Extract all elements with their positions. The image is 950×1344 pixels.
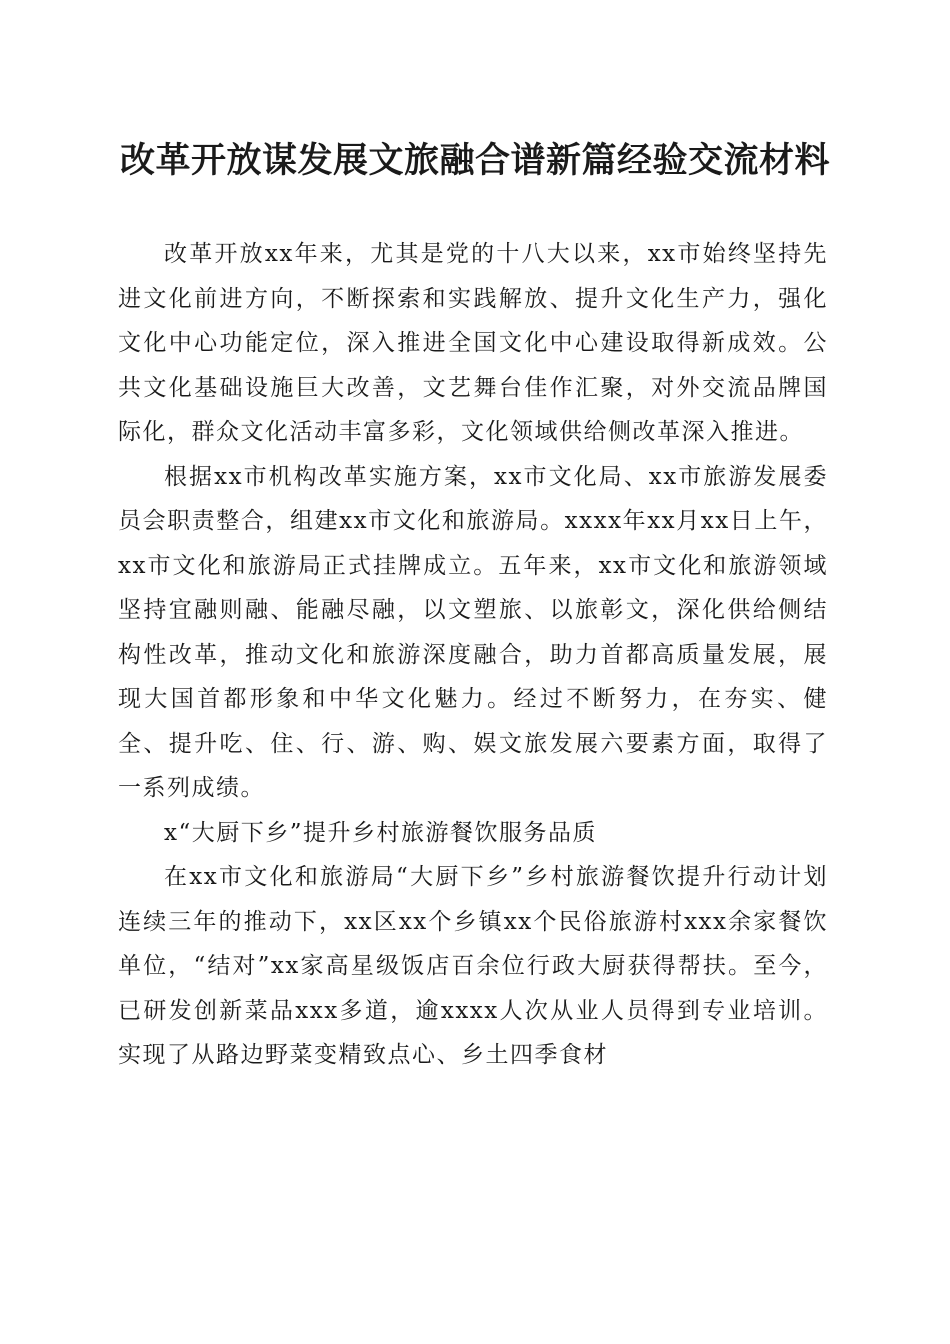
document-body <box>118 232 828 1078</box>
document-title: 改革开放谋发展文旅融合谱新篇经验交流材料 <box>119 140 830 181</box>
paragraph-intro: 改革开放xx年来，尤其是党的十八大以来，xx市始终坚持先进文化前进方向，不断探索和实践解放、提升文化生产力，强化文化中心功能定位，深入推进全国文化中心建设取得新成效。公共文化基础设施巨大改善，文艺舞台佳作汇聚，对外交流品牌国际化，群众文化活动丰富多彩，文化领域供给侧改革深入推进。 <box>118 241 828 445</box>
paragraph-reorganization: 根据xx市机构改革实施方案，xx市文化局、xx市旅游发展委员会职责整合，组建xx市文化和旅游局。xxxx年xx月xx日上午，xx市文化和旅游局正式挂牌成立。五年来，xx市文化和旅游领域坚持宜融则融、能融尽融，以文塑旅、以旅彰文，深化供给侧结构性改革，推动文化和旅游深度融合，助力首都高质量发展，展现大国首都形象和中华文化魅力。经过不断努力，在夯实、健全、提升吃、住、行、游、购、娱文旅发展六要素方面，取得了一系列成绩。 <box>118 463 828 801</box>
section-heading: x“大厨下乡”提升乡村旅游餐饮服务品质 <box>164 819 597 846</box>
paragraph-chef-program: 在xx市文化和旅游局“大厨下乡”乡村旅游餐饮提升行动计划连续三年的推动下，xx区xx个乡镇xx个民俗旅游村xxx余家餐饮单位，“结对”xx家高星级饭店百余位行政大厨获得帮扶。至今，已研发创新菜品xxx多道，逾xxxx人次从业人员得到专业培训。实现了从路边野菜变精致点心、乡土四季食材 <box>118 864 828 1068</box>
